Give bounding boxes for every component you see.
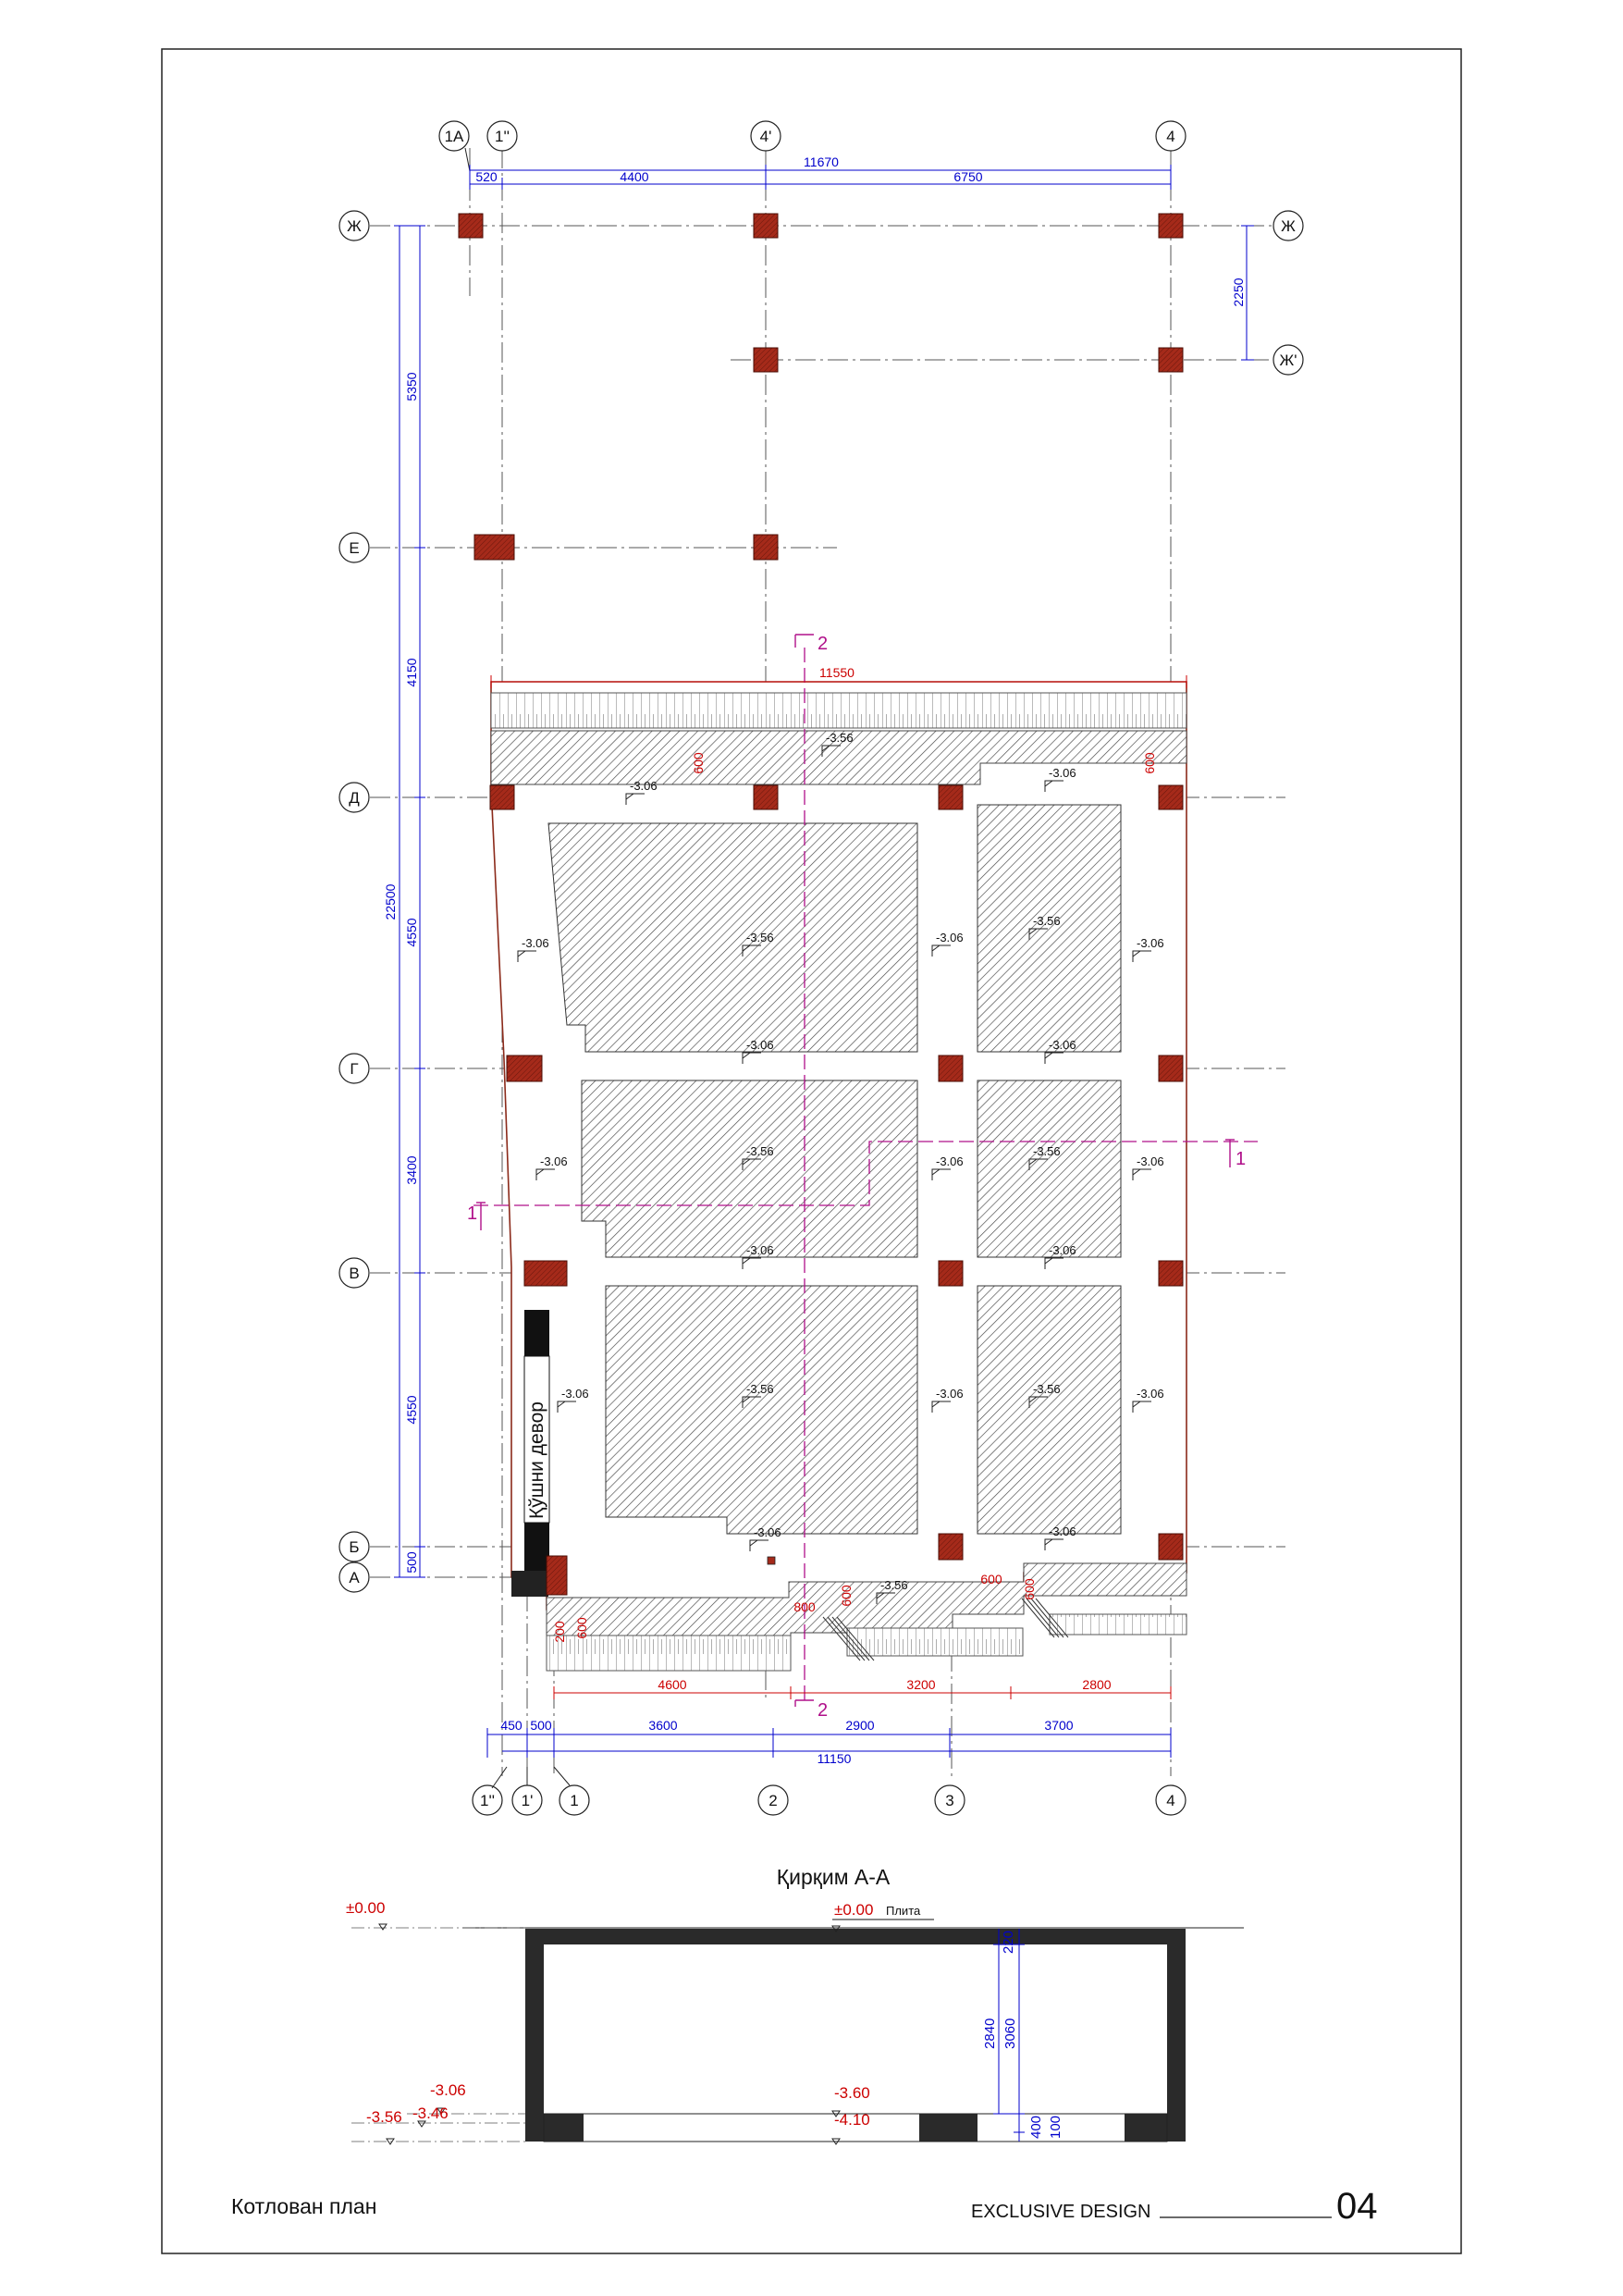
- level-label: -3.06: [754, 1525, 781, 1539]
- dim-label: 4400: [620, 169, 649, 184]
- level-label: ±0.00: [834, 1901, 874, 1919]
- level-label: -3.06: [1049, 766, 1076, 780]
- slope-band-bottom: [1050, 1614, 1187, 1635]
- level-label: -3.06: [936, 1387, 964, 1401]
- level-label: -3.56: [746, 1382, 774, 1396]
- dim-label: 100: [1048, 2115, 1064, 2139]
- dim-label: 500: [404, 1551, 419, 1574]
- dim-label: 2250: [1231, 278, 1246, 307]
- section-label: 2: [818, 634, 829, 654]
- dim-label: 500: [530, 1718, 552, 1733]
- section-label: 1: [467, 1204, 478, 1224]
- level-label: -3.06: [1137, 1387, 1164, 1401]
- dim-label: 600: [980, 1572, 1002, 1586]
- level-label: -3.56: [366, 2108, 402, 2126]
- axis-label-right: Ж: [1281, 217, 1296, 235]
- level-label: -3.06: [1137, 1154, 1164, 1168]
- dim-label: 3700: [1044, 1718, 1074, 1733]
- dim-label: 4550: [404, 918, 419, 947]
- level-label: -3.06: [1049, 1524, 1076, 1538]
- axis-label-right: Ж': [1279, 352, 1297, 369]
- dim-label: 4150: [404, 658, 419, 687]
- level-label: -3.06: [1049, 1038, 1076, 1052]
- axis-label-left: Г: [350, 1060, 359, 1078]
- section-body: [525, 1929, 1186, 2142]
- dim-label: 3200: [906, 1677, 936, 1692]
- dim-label: 3600: [648, 1718, 678, 1733]
- dim-label: 400: [1028, 2115, 1044, 2139]
- dim-label: 600: [839, 1585, 854, 1607]
- axis-label-bottom: 1'': [480, 1792, 495, 1809]
- level-label: -3.56: [746, 931, 774, 944]
- axis-label-left: Д: [349, 789, 360, 807]
- axis-label-top: 1А: [444, 128, 464, 145]
- axis-label-left: Е: [349, 539, 360, 557]
- axis-label-bottom: 2: [768, 1792, 778, 1809]
- dim-label: 2800: [1082, 1677, 1112, 1692]
- axis-label-left: Ж: [347, 217, 362, 235]
- axis-label-left: А: [349, 1569, 360, 1586]
- page-title: Котлован план: [231, 2194, 377, 2218]
- axis-label-top: 4: [1166, 128, 1175, 145]
- dim-label: 22500: [383, 883, 398, 920]
- slab-label: Плита: [886, 1904, 921, 1918]
- axis-label-left: Б: [349, 1538, 360, 1556]
- level-label: -3.06: [630, 779, 658, 793]
- dim-label: 3400: [404, 1155, 419, 1185]
- dim-label: 600: [574, 1617, 589, 1639]
- dim-label: 600: [1142, 752, 1157, 774]
- level-label: -3.56: [1033, 1382, 1061, 1396]
- dim-label: 2840: [982, 2018, 998, 2049]
- level-label: -4.10: [834, 2111, 870, 2129]
- level-label: -3.60: [834, 2084, 870, 2102]
- level-label: -3.56: [1033, 914, 1061, 928]
- level-label: -3.06: [746, 1038, 774, 1052]
- axis-label-bottom: 4: [1166, 1792, 1175, 1809]
- section-label: 1: [1236, 1149, 1247, 1169]
- dim-label: 600: [691, 752, 706, 774]
- dim-label: 600: [1022, 1578, 1037, 1600]
- level-label: -3.56: [826, 731, 854, 745]
- dim-label: 2900: [845, 1718, 875, 1733]
- studio-name: EXCLUSIVE DESIGN: [971, 2202, 1151, 2222]
- level-label: -3.06: [522, 936, 549, 950]
- level-label: -3.06: [540, 1154, 568, 1168]
- slope-band-bottom: [847, 1628, 1023, 1656]
- level-label: -3.06: [561, 1387, 589, 1401]
- slope-band-top: [491, 693, 1187, 728]
- axis-label-top: 1'': [495, 128, 510, 145]
- axis-label-top: 4': [759, 128, 772, 145]
- level-label: -3.06: [1049, 1243, 1076, 1257]
- neighbour-wall-foot: [511, 1571, 548, 1597]
- level-label: -3.56: [880, 1578, 908, 1592]
- section-label: 2: [818, 1700, 829, 1721]
- sheet-number: 04: [1336, 2186, 1378, 2227]
- level-label: -3.56: [1033, 1144, 1061, 1158]
- axis-label-bottom: 3: [945, 1792, 954, 1809]
- dim-label: 800: [793, 1599, 816, 1614]
- axis-label-bottom: 1: [570, 1792, 579, 1809]
- dim-label: 11150: [817, 1751, 852, 1766]
- dim-label: 6750: [953, 169, 983, 184]
- neighbour-wall-label: Қўшни девор: [526, 1401, 547, 1519]
- section-title: Қирқим А-А: [776, 1865, 891, 1889]
- dim-label: 5350: [404, 372, 419, 401]
- dim-label: 450: [500, 1718, 523, 1733]
- dim-label: 11550: [819, 665, 855, 680]
- level-label: -3.56: [746, 1144, 774, 1158]
- dim-label: 220: [1001, 1930, 1016, 1954]
- dim-label: 11670: [804, 154, 839, 169]
- axis-label-bottom: 1': [521, 1792, 534, 1809]
- slope-band-bottom: [547, 1636, 791, 1671]
- section-dim-text: [982, 1931, 1064, 2139]
- level-label: ±0.00: [346, 1899, 386, 1917]
- dim-label: 3060: [1002, 2018, 1018, 2049]
- level-label: -3.06: [430, 2081, 466, 2099]
- dim-label: 200: [552, 1621, 567, 1643]
- level-label: -3.46: [412, 2105, 449, 2122]
- level-label: -3.06: [936, 931, 964, 944]
- dim-label: 4600: [658, 1677, 687, 1692]
- dim-label: 4550: [404, 1395, 419, 1425]
- level-label: -3.06: [746, 1243, 774, 1257]
- level-label: -3.06: [936, 1154, 964, 1168]
- axis-label-left: В: [349, 1265, 360, 1282]
- level-label: -3.06: [1137, 936, 1164, 950]
- dim-label: 520: [475, 169, 498, 184]
- small-pile-marker: [768, 1557, 775, 1564]
